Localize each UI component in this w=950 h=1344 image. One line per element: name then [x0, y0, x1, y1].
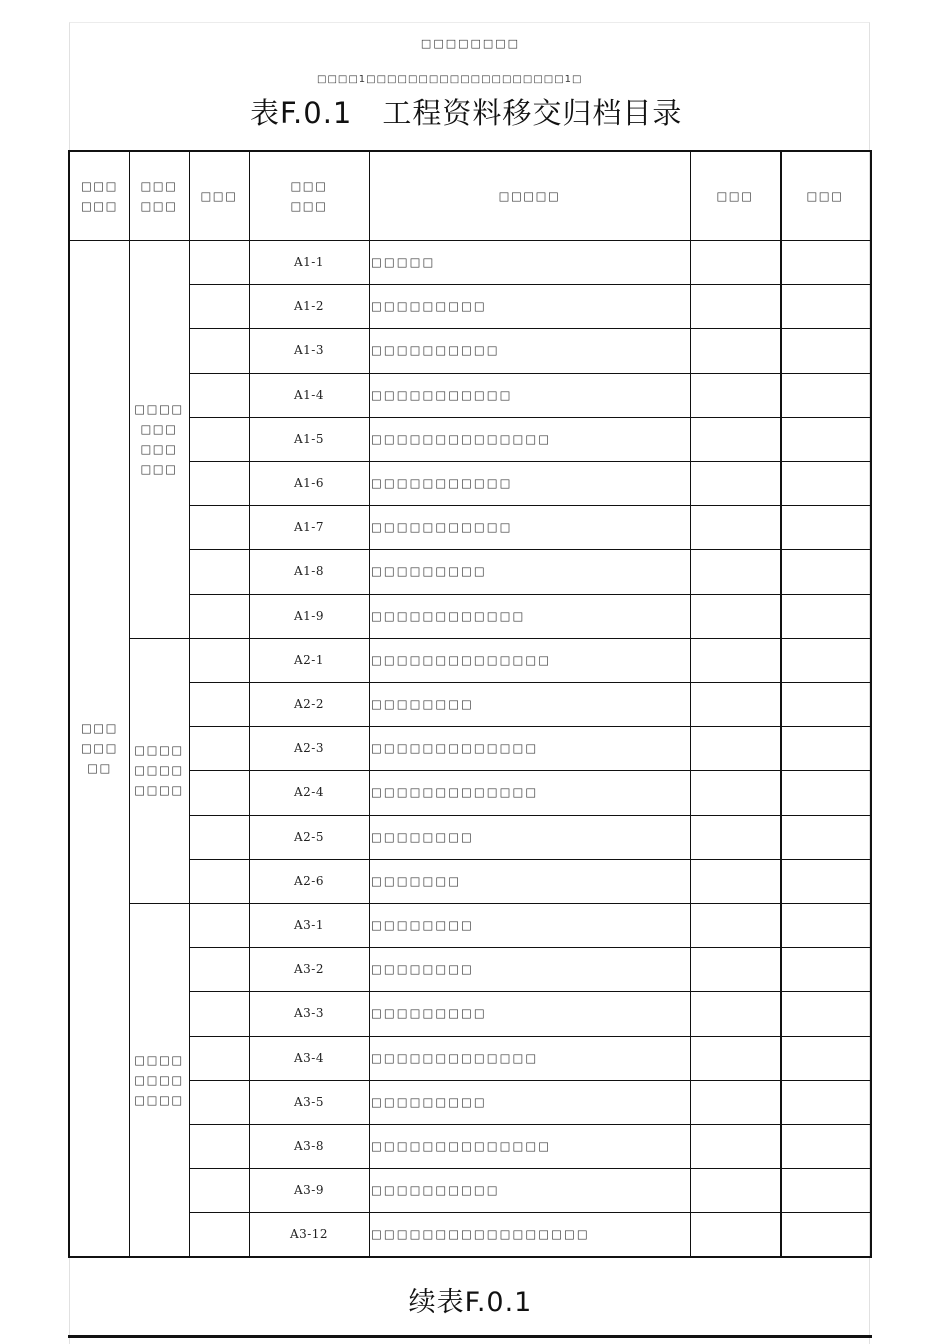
- table-title: 表F.0.1 工程资料移交归档目录: [250, 96, 683, 130]
- row-name: □□□□□□□□: [371, 697, 474, 712]
- column-header: □□□: [716, 189, 754, 203]
- column-divider: [780, 152, 782, 1257]
- column-header: □□□: [200, 189, 238, 203]
- category-label: □□□ □□□ □□: [80, 721, 119, 776]
- column-header: □□□ □□□: [140, 179, 178, 213]
- row-code: A3-8: [294, 1139, 324, 1154]
- row-name: □□□□□□□□□□□□: [371, 608, 526, 623]
- group-label: □□□□ □□□□ □□□□: [134, 1052, 184, 1107]
- row-name: □□□□□□□□: [371, 918, 474, 933]
- column-header: □□□ □□□: [80, 179, 119, 213]
- row-code: A1-1: [294, 255, 324, 270]
- row-name: □□□□□□□□□□□: [371, 387, 513, 402]
- row-code: A1-7: [294, 520, 324, 535]
- row-code: A1-5: [294, 431, 324, 446]
- row-name: □□□□□□□□□□: [371, 343, 500, 358]
- column-header: □□□ □□□: [290, 179, 328, 213]
- row-name: □□□□□□□□□□□: [371, 476, 513, 491]
- row-name: □□□□□□□□□□□□□: [371, 741, 539, 756]
- row-name: □□□□□□□□□□□□□□: [371, 1139, 552, 1154]
- row-name: □□□□□□□□□□□□□□: [371, 652, 552, 667]
- row-code: A2-5: [294, 829, 324, 844]
- row-name: □□□□□□□□□□□□□: [371, 1050, 539, 1065]
- document-page: [69, 22, 870, 1344]
- row-name: □□□□□□□□□□: [371, 1183, 500, 1198]
- row-code: A3-5: [294, 1094, 324, 1109]
- row-code: A3-3: [294, 1006, 324, 1021]
- column-divider: [249, 152, 250, 1257]
- row-code: A3-9: [294, 1183, 324, 1198]
- sub-note: □□□□1□□□□□□□□□□□□□□□□□□□1□: [317, 74, 583, 85]
- row-name: □□□□□□□□□□□□□□: [371, 431, 552, 446]
- row-name: □□□□□□□□□: [371, 1094, 487, 1109]
- row-name: □□□□□□□□: [371, 962, 474, 977]
- row-code: A1-9: [294, 608, 324, 623]
- row-name: □□□□□□□: [371, 873, 462, 888]
- row-name: □□□□□□□□□□□: [371, 520, 513, 535]
- continuation-title: 续表F.0.1: [408, 1287, 533, 1318]
- column-divider: [129, 152, 130, 1257]
- row-code: A3-4: [294, 1050, 324, 1065]
- row-code: A3-2: [294, 962, 324, 977]
- row-name: □□□□□□□□□□□□□□□□□: [371, 1227, 590, 1242]
- row-code: A2-4: [294, 785, 324, 800]
- column-divider: [369, 152, 370, 1257]
- row-code: A3-1: [294, 918, 324, 933]
- archive-directory-table: [68, 150, 872, 1258]
- row-name: □□□□□□□□□□□□□: [371, 785, 539, 800]
- row-code: A3-12: [289, 1227, 329, 1242]
- group-label: □□□□ □□□ □□□ □□□: [134, 401, 184, 476]
- column-divider: [690, 152, 691, 1257]
- row-code: A1-4: [294, 387, 324, 402]
- group-label: □□□□ □□□□ □□□□: [134, 743, 184, 798]
- row-code: A2-2: [294, 697, 324, 712]
- row-code: A2-1: [294, 652, 324, 667]
- row-code: A2-6: [294, 873, 324, 888]
- row-code: A1-6: [294, 476, 324, 491]
- header-note: □□□□□□□□: [420, 37, 521, 50]
- row-code: A1-2: [294, 299, 324, 314]
- column-divider: [189, 152, 190, 1257]
- column-header: □□□□□: [498, 189, 561, 203]
- row-code: A2-3: [294, 741, 324, 756]
- row-name: □□□□□□□□□: [371, 299, 487, 314]
- bottom-rule: [68, 1335, 872, 1338]
- column-header: □□□: [806, 189, 844, 203]
- row-name: □□□□□□□□□: [371, 1006, 487, 1021]
- row-code: A1-8: [294, 564, 324, 579]
- row-name: □□□□□□□□□: [371, 564, 487, 579]
- row-code: A1-3: [294, 343, 324, 358]
- row-name: □□□□□□□□: [371, 829, 474, 844]
- row-name: □□□□□: [371, 255, 436, 270]
